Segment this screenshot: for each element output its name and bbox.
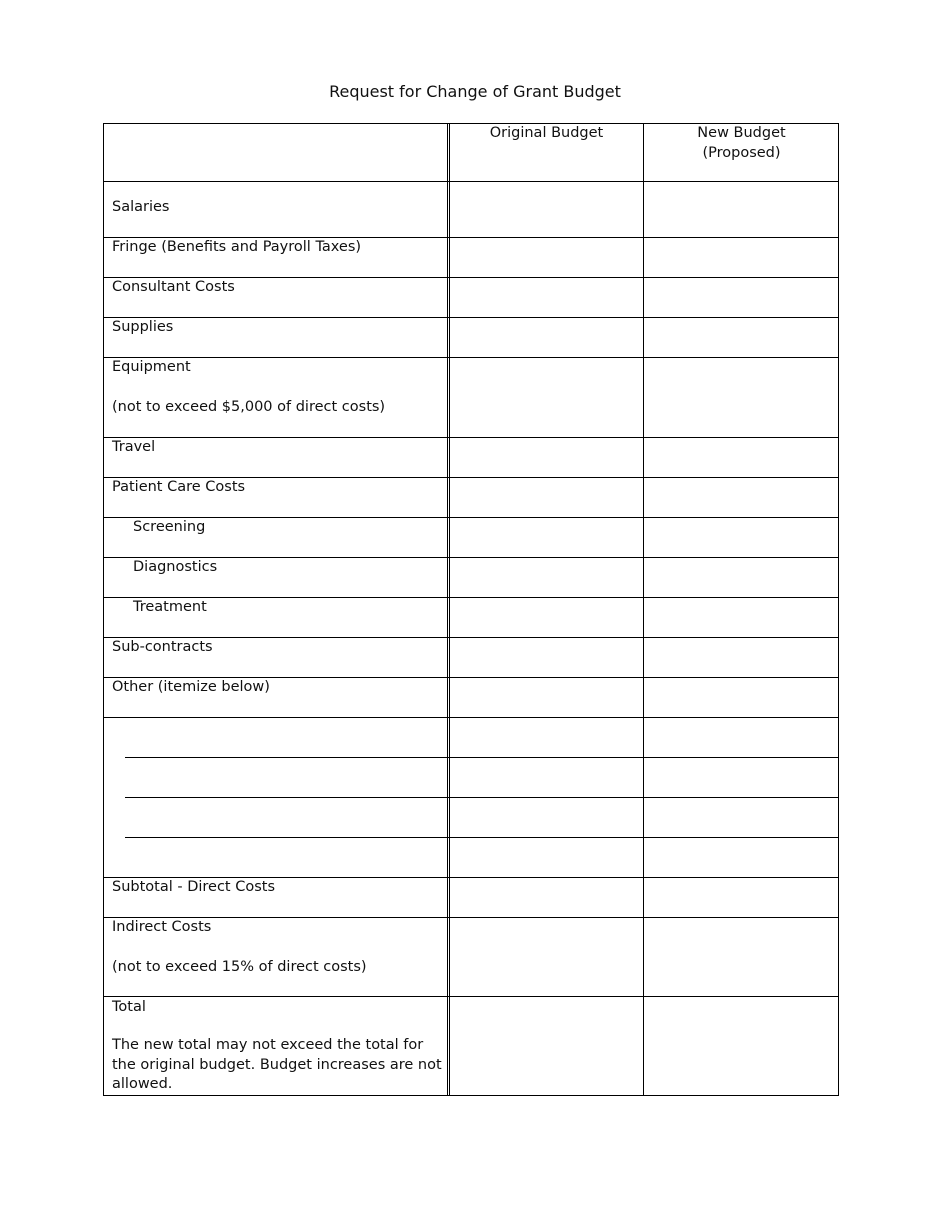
table-border-left [103, 123, 104, 1096]
table-border-right [838, 123, 839, 1096]
row-line [103, 1095, 839, 1096]
row-note-equipment: (not to exceed $5,000 of direct costs) [112, 399, 386, 415]
row-label-indirect: Indirect Costs [112, 919, 212, 935]
row-label-supplies: Supplies [112, 319, 174, 335]
header-new-budget-proposed: (Proposed) [702, 145, 781, 161]
header-original-budget: Original Budget [489, 125, 604, 141]
row-label-other: Other (itemize below) [112, 679, 270, 695]
row-label-total: Total [112, 999, 146, 1015]
row-label-treatment: Treatment [133, 599, 207, 615]
row-label-consultant: Consultant Costs [112, 279, 235, 295]
new-budget-column[interactable] [644, 182, 838, 1095]
row-label-equipment: Equipment [112, 359, 191, 375]
row-label-subcontracts: Sub-contracts [112, 639, 213, 655]
original-budget-column[interactable] [450, 182, 643, 1095]
row-label-travel: Travel [112, 439, 156, 455]
column-divider-1 [447, 123, 448, 1096]
row-label-subtotal: Subtotal - Direct Costs [112, 879, 276, 895]
row-note-indirect: (not to exceed 15% of direct costs) [112, 959, 367, 975]
row-label-fringe: Fringe (Benefits and Payroll Taxes) [112, 239, 362, 255]
row-label-salaries: Salaries [112, 199, 170, 215]
row-label-diagnostics: Diagnostics [133, 559, 218, 575]
row-note-total: The new total may not exceed the total for the original budget. Budget increases are not allowed. [112, 1037, 442, 1092]
page-title: Request for Change of Grant Budget [329, 82, 621, 101]
row-label-patient-care: Patient Care Costs [112, 479, 246, 495]
header-new-budget: New Budget [697, 125, 786, 141]
row-label-screening: Screening [133, 519, 206, 535]
budget-table [103, 123, 839, 1096]
